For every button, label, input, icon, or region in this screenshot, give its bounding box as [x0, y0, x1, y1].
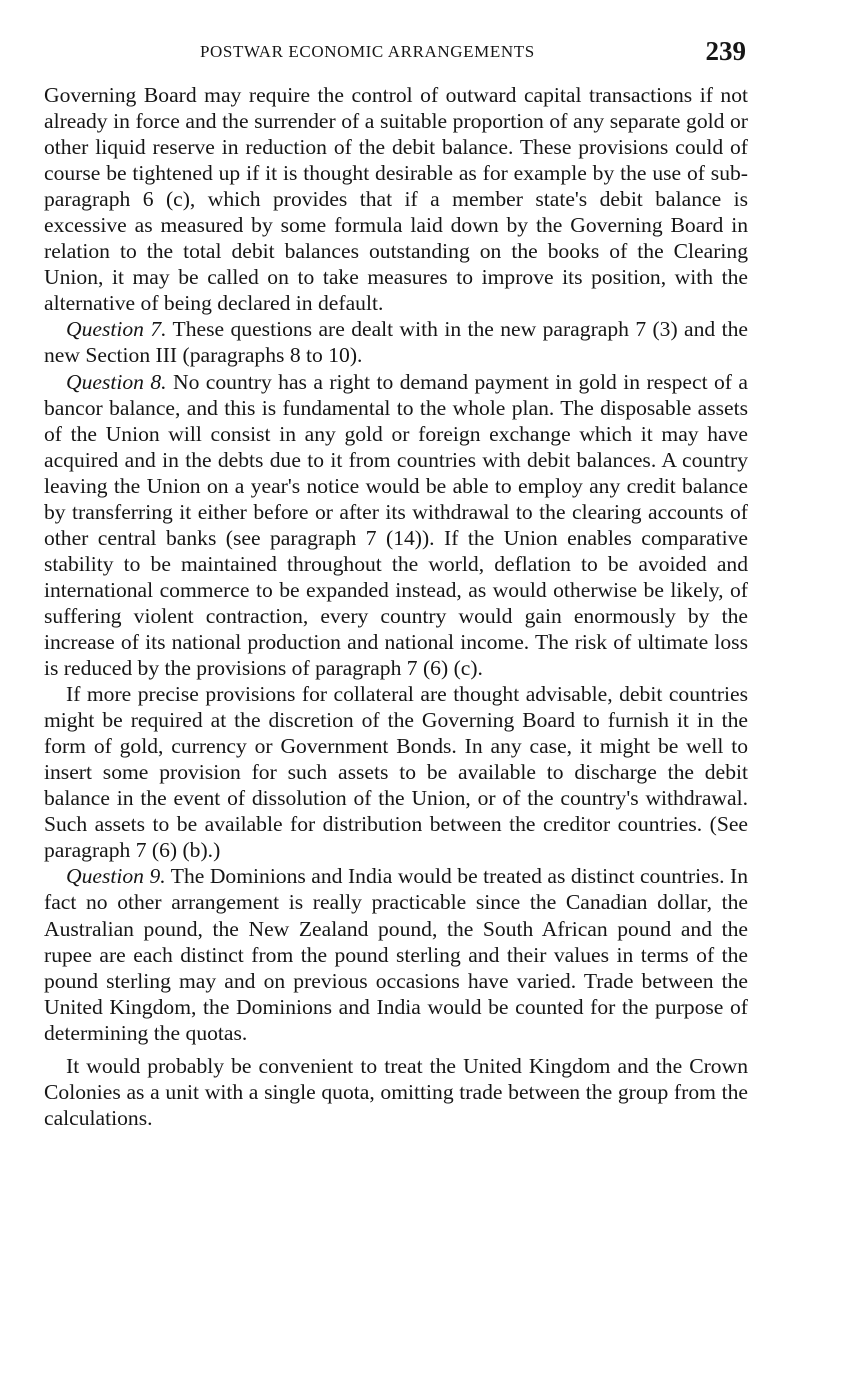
paragraph-text: It would probably be convenient to treat the United Kingdom and the Crown Colonies as a unit with a single quota, omitting trade between the group from the calculations.	[44, 1053, 748, 1130]
paragraph-crown-colonies	[44, 1053, 748, 1131]
body-text	[44, 82, 748, 1131]
page-number: 239	[705, 36, 746, 66]
paragraph-text: These questions are dealt with in the new paragraph 7 (3) and the new Section III (paragraphs 8 to 10).	[44, 317, 748, 368]
paragraph-text: If more precise provisions for collateral are thought advisable, debit countries might be required at the discretion of the Governing Board to furnish it in the form of gold, currency or Government Bonds. In any case, it might be well to insert some provision for such assets to be available to discharge the debit balance in the event of dissolution of the Union, or of the country's withdrawal. Such assets to be available for distribution between the creditor countries. (See paragraph 7 (6) (b).)	[44, 682, 748, 863]
book-page	[44, 36, 748, 1131]
paragraph-text: The Dominions and India would be treated as distinct countries. In fact no other arrangement is really practicable since the Canadian dollar, the Australian pound, the New Zealand pound, the South African pound and the rupee are each distinct from the pound sterling and their values in terms of the pound sterling may and on previous occasions have varied. Trade between the United Kingdom, the Dominions and India would be counted for the purpose of determining the quotas.	[44, 864, 748, 1045]
question-9-label: Question 9.	[66, 864, 166, 889]
question-8-label: Question 8.	[66, 369, 167, 394]
paragraph-gap	[44, 1046, 748, 1053]
paragraph-question-8	[44, 369, 748, 682]
running-head	[44, 36, 748, 70]
running-title: POSTWAR ECONOMIC ARRANGEMENTS	[200, 42, 535, 61]
paragraph-collateral	[44, 681, 748, 863]
paragraph-question-7	[44, 316, 748, 368]
question-7-label: Question 7.	[66, 317, 167, 342]
paragraph-text: Governing Board may require the control of outward capital transactions if not already in force and the surrender of a suitable proportion of any separate gold or other liquid reserve in reduction of the debit balance. These provisions could of course be tightened up if it is thought desirable as for example by the use of sub-paragraph 6 (c), which provides that if a member state's debit balance is excessive as measured by some formula laid down by the Governing Board in relation to the total debit balances outstanding on the books of the Clearing Union, it may be called on to take measures to improve its position, with the alternative of being declared in default.	[44, 83, 748, 316]
paragraph-continuation	[44, 82, 748, 316]
paragraph-text: No country has a right to demand payment in gold in respect of a bancor balance, and this is fundamental to the whole plan. The disposable assets of the Union will consist in any gold or foreign exchange which it may have acquired and in the debts due to it from countries with debit balances. A country leaving the Union on a year's notice would be able to employ any credit balance by transferring it either before or after its withdrawal to the clearing accounts of other central banks (see paragraph 7 (14)). If the Union enables comparative stability to be maintained throughout the world, deflation to be avoided and international commerce to be expanded instead, as would otherwise be likely, of suffering violent contraction, every country would gain enormously by the increase of its national production and national income. The risk of ultimate loss is reduced by the provisions of paragraph 7 (6) (c).	[44, 369, 748, 681]
paragraph-question-9	[44, 863, 748, 1045]
